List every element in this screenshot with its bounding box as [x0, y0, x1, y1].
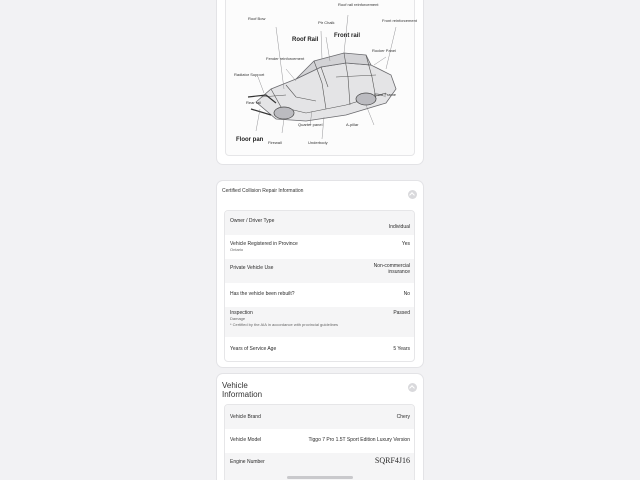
- row-key: Vehicle Model: [230, 437, 262, 443]
- row-key-label: Inspection: [230, 310, 253, 316]
- row-key-sub: Ontario: [230, 247, 244, 252]
- diagram-label: Front Frame: [374, 92, 397, 97]
- diagram-label: Radiator Support: [234, 72, 265, 77]
- vehicle-info-table: [224, 404, 415, 480]
- table-row: [225, 211, 414, 235]
- diagram-label: Fender reinforcement: [266, 56, 305, 61]
- content-column: [217, 0, 423, 480]
- diagram-label: Quarter panel: [298, 122, 323, 127]
- table-row: [225, 337, 414, 362]
- row-value: Individual: [388, 224, 410, 230]
- diagram-label: Front rail: [334, 33, 361, 39]
- table-row: [225, 283, 414, 307]
- certification-card: [217, 181, 423, 367]
- vehicle-info-title: Vehicle Information: [222, 381, 263, 399]
- row-key: Vehicle Brand: [230, 414, 261, 420]
- table-row: [225, 259, 414, 283]
- certification-title: Certified Collision Repair Information: [222, 188, 304, 194]
- diagram-label: Roof Rail: [292, 37, 319, 43]
- diagram-label: A-pillar: [346, 122, 359, 127]
- row-key-sub: Damage: [230, 316, 246, 321]
- diagram-label: Underbody: [308, 140, 328, 145]
- diagram-label: Rear rail: [246, 100, 262, 105]
- row-key-note: * Certified by the AIA in accordance with provincial guidelines: [230, 322, 339, 327]
- row-value: No: [403, 291, 410, 297]
- row-value: Chery: [396, 414, 410, 420]
- row-value: SQRF4J16: [374, 456, 410, 465]
- diagram-label: Rocker Panel: [372, 48, 397, 53]
- body-structure-card: [217, 0, 423, 164]
- row-value: Non-commercial insurance: [373, 263, 410, 275]
- certification-table: [224, 210, 415, 362]
- row-value: 5 Years: [393, 346, 410, 352]
- body-structure-diagram: [225, 0, 415, 156]
- table-row: [225, 429, 414, 453]
- diagram-label: Roof rail reinforcement: [338, 2, 379, 7]
- row-value: Tiggo 7 Pro 1.5T Sport Edition Luxury Version: [308, 437, 410, 443]
- row-key: Years of Service Age: [230, 346, 277, 352]
- row-key: Owner / Driver Type: [230, 218, 275, 224]
- row-value: Yes: [401, 241, 410, 247]
- table-row: [225, 235, 414, 259]
- row-key: [230, 310, 380, 328]
- table-row: [225, 405, 414, 429]
- diagram-label: Floor pan: [236, 137, 264, 143]
- vehicle-info-card: [217, 374, 423, 480]
- collapse-icon[interactable]: [408, 383, 417, 392]
- diagram-label: Front reinforcement: [382, 18, 417, 23]
- row-key: [230, 241, 298, 253]
- row-value: Passed: [393, 310, 410, 316]
- diagram-label: Roof Bow: [248, 16, 266, 21]
- row-key: Has the vehicle been rebuilt?: [230, 291, 295, 297]
- diagram-label: Firewall: [268, 140, 282, 145]
- row-key: Private Vehicle Use: [230, 265, 274, 271]
- diagram-label: Ptr Chalk: [318, 20, 335, 25]
- collapse-icon[interactable]: [408, 190, 417, 199]
- row-key-label: Vehicle Registered in Province: [230, 241, 298, 247]
- row-key: Engine Number: [230, 459, 265, 465]
- table-row: [225, 307, 414, 337]
- home-indicator[interactable]: [287, 476, 353, 479]
